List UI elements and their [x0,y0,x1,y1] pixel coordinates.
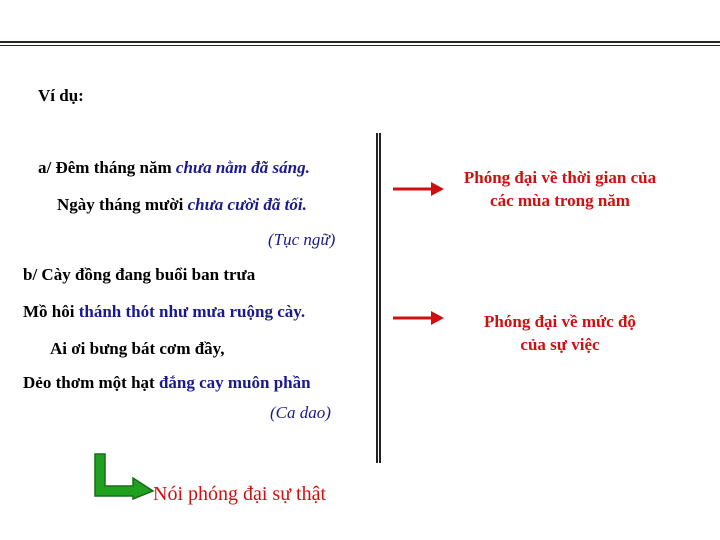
red-arrow-icon [393,179,445,199]
note-b [440,310,680,356]
note-a-line1: Phóng đại về thời gian của [463,168,657,187]
part-b-line2-prefix: Mồ hôi [23,302,79,321]
example-label: Ví dụ: [38,86,84,105]
bent-arrow-icon [93,452,155,500]
note-b-line2: của sự việc [520,335,600,354]
part-b-source: (Ca dao) [270,403,331,422]
part-a-line2 [57,195,307,215]
part-b-line4-emphasis: đắng cay muôn phần [158,373,311,392]
conclusion-text: Nói phóng đại sự thật [153,483,327,505]
red-arrow-icon [393,308,445,328]
vertical-divider [376,133,381,463]
part-b-line3: Ai ơi bưng bát cơm đầy, [50,339,225,358]
part-b-line2 [23,302,305,322]
part-b-line4 [23,373,311,393]
note-b-line1: Phóng đại về mức độ [484,312,636,331]
top-rule [0,41,720,43]
note-a-line2: các mùa trong năm [490,191,630,210]
part-a-line2-prefix: Ngày tháng mười [57,195,188,214]
part-a-line2-emphasis: chưa cười đã tối. [187,195,307,214]
part-a-line1-prefix: a/ Đêm tháng năm [38,158,176,177]
part-a-source: (Tục ngữ) [268,230,336,249]
top-rule-thin [0,45,720,46]
part-b-line4-prefix: Dẻo thơm một hạt [23,373,159,392]
note-a [440,166,680,212]
part-b-line2-emphasis: thánh thót như mưa ruộng cày. [78,302,306,321]
part-b-line1: b/ Cày đồng đang buổi ban trưa [23,265,256,284]
part-a-line1-emphasis: chưa nằm đã sáng. [175,158,310,177]
part-a-line1 [38,158,310,178]
